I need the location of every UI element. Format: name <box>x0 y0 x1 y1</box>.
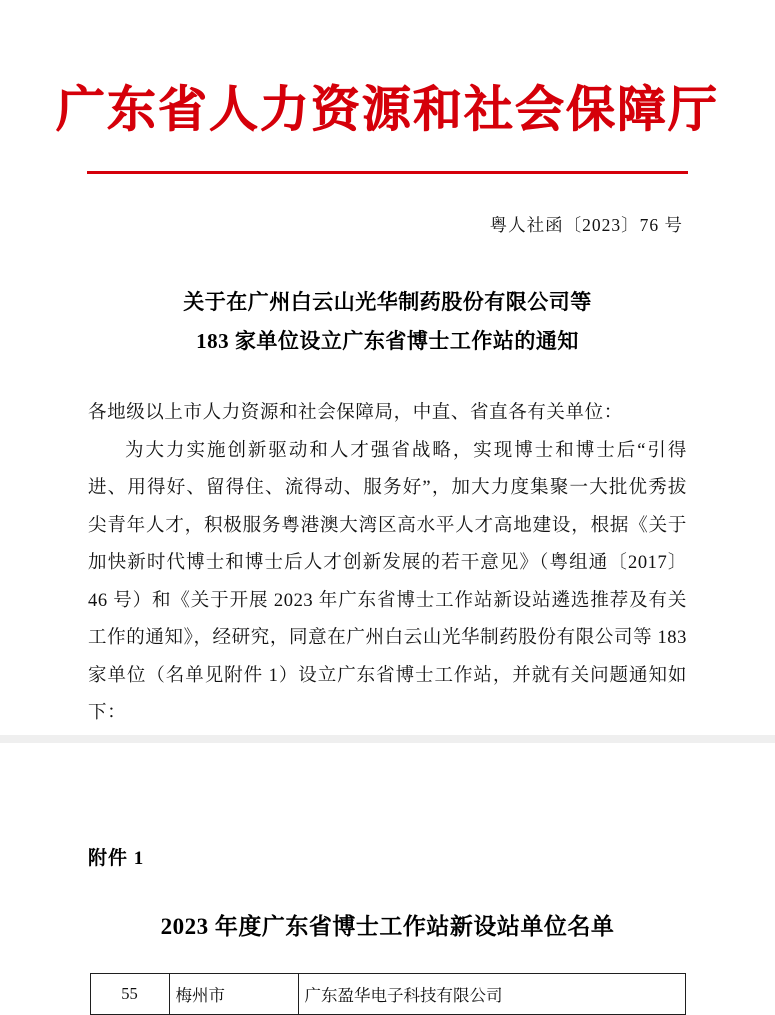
attachment-title: 2023 年度广东省博士工作站新设站单位名单 <box>160 914 615 939</box>
table-cell-index: 55 <box>90 974 169 1015</box>
table-cell-unit-name: 广东盈华电子科技有限公司 <box>298 974 685 1015</box>
salutation-paragraph: 各地级以上市人力资源和社会保障局，中直、省直各有关单位： <box>88 403 623 424</box>
masthead <box>0 0 775 174</box>
page-separator <box>0 735 775 743</box>
document-number: 粤人社函〔2023〕76 号 <box>489 215 683 236</box>
red-divider-rule <box>87 171 688 174</box>
table-row <box>90 974 685 1015</box>
page-title-line-2: 183 家单位设立广东省博士工作站的通知 <box>196 329 579 354</box>
issuing-authority-title: 广东省人力资源和社会保障厅 <box>55 82 719 137</box>
page-title <box>0 283 775 361</box>
page-title-line-1: 关于在广州白云山光华制药股份有限公司等 <box>183 290 592 315</box>
attachment-label: 附件 1 <box>88 848 145 869</box>
document-body <box>88 395 687 733</box>
attachment-page <box>0 743 775 1005</box>
attachment-table <box>90 973 686 1015</box>
body-paragraph-1: 为大力实施创新驱动和人才强省战略，实现博士和博士后“引得进、用得好、留得住、流得动、服务好”，加大力度集聚一大批优秀拔尖青年人才，积极服务粤港澳大湾区高水平人才高地建设，根据《关于加快新时代博士和博士后人才创新发展的若干意见》（粤组通〔2017〕46 号）和《关于开展 2023 年广东省博士工作站新设站遴选推荐及有关工作的通知》，经研究，同意在广州白云山光华制药股份有限公司等 183 家单位（名单见附件 1）设立广东省博士工作站，并就有关问题通知如下： <box>88 440 687 724</box>
table-cell-city: 梅州市 <box>169 974 298 1015</box>
